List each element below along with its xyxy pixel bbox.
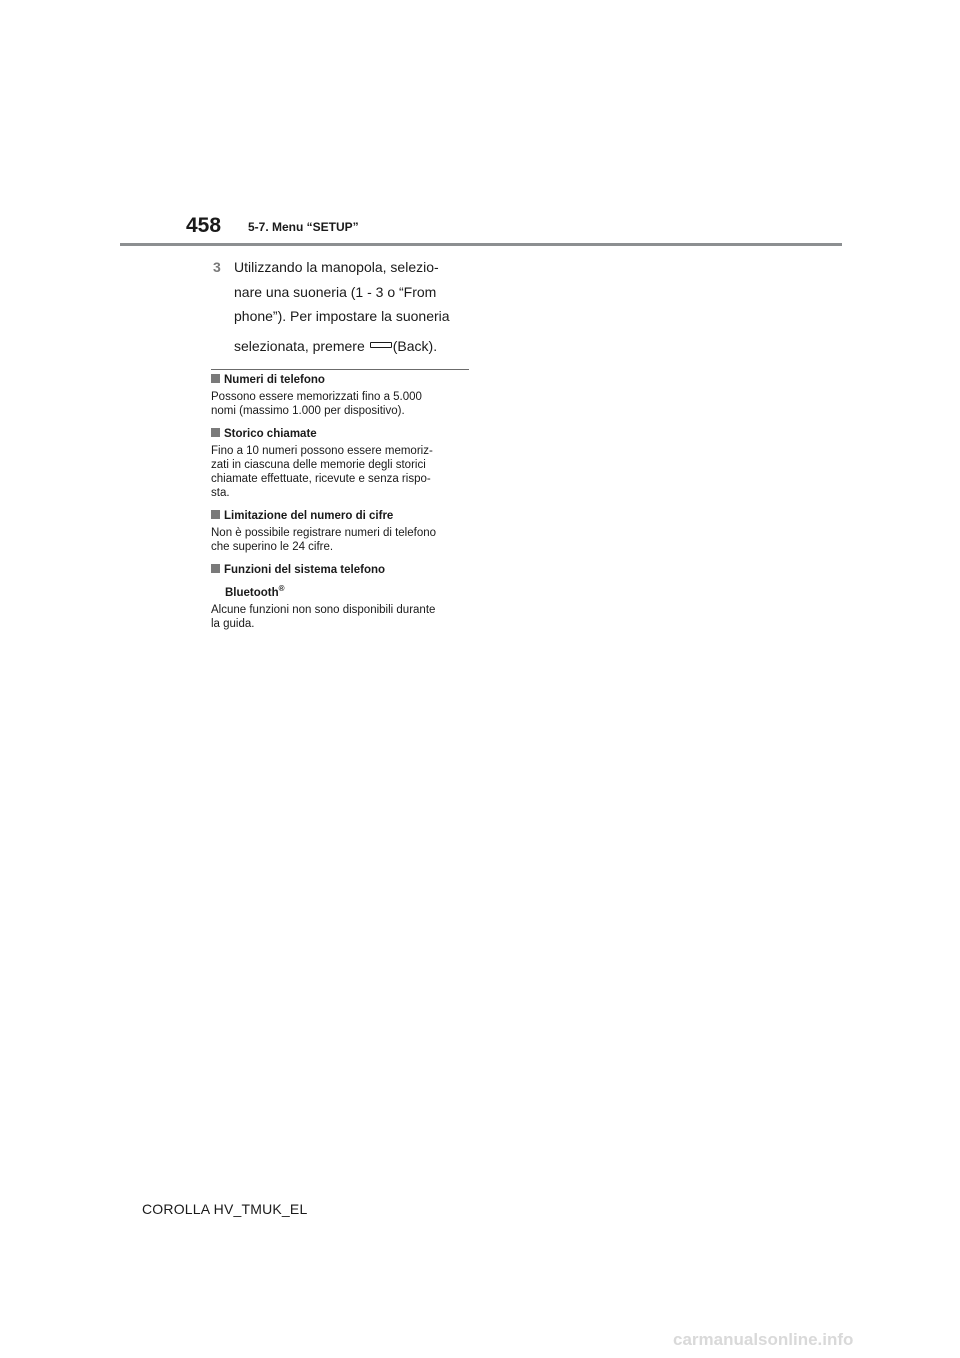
note-body-line: zati in ciascuna delle memorie degli storici xyxy=(211,459,426,471)
square-bullet-icon xyxy=(211,428,220,437)
note-limitazione-cifre xyxy=(211,509,473,554)
back-button-icon xyxy=(370,342,392,348)
step-text-segment: (Back). xyxy=(392,337,438,354)
note-body-line: chiamate effettuate, ricevute e senza rispo- xyxy=(211,473,431,485)
square-bullet-icon xyxy=(211,374,220,383)
step-text-line: Utilizzando la manopola, selezio- xyxy=(234,259,439,275)
note-body-line: nomi (massimo 1.000 per dispositivo). xyxy=(211,405,405,417)
square-bullet-icon xyxy=(211,564,220,573)
note-title xyxy=(211,427,473,442)
step-text xyxy=(234,255,479,358)
notes-divider xyxy=(211,369,469,370)
registered-mark: ® xyxy=(278,584,285,593)
header-rule xyxy=(120,243,842,246)
note-body xyxy=(211,526,473,554)
note-storico-chiamate xyxy=(211,427,473,500)
note-body-line: Fino a 10 numeri possono essere memoriz- xyxy=(211,445,433,457)
note-body-line: Possono essere memorizzati fino a 5.000 xyxy=(211,391,422,403)
note-body-line: che superino le 24 cifre. xyxy=(211,541,334,553)
step-text-line: phone”). Per impostare la suoneria xyxy=(234,308,450,324)
note-title-text: Funzioni del sistema telefono xyxy=(224,564,386,576)
note-title xyxy=(211,373,473,388)
step-text-segment: selezionata, premere xyxy=(234,337,365,354)
section-title: 5-7. Menu “SETUP” xyxy=(248,220,359,234)
note-title-text: Bluetooth xyxy=(225,586,279,599)
page-number: 458 xyxy=(186,214,222,237)
note-numeri-di-telefono xyxy=(211,373,473,418)
footer-model-code: COROLLA HV_TMUK_EL xyxy=(142,1201,308,1217)
note-funzioni-bluetooth xyxy=(211,563,473,631)
note-body-line: la guida. xyxy=(211,617,255,630)
note-body xyxy=(211,603,473,631)
step-number: 3 xyxy=(213,259,221,275)
note-body-line: Alcune funzioni non sono disponibili durante xyxy=(211,603,436,616)
note-body-line: Non è possibile registrare numeri di telefono xyxy=(211,527,437,539)
notes-section xyxy=(211,373,473,640)
step-text-line xyxy=(234,334,479,359)
note-body-line: sta. xyxy=(211,487,230,499)
note-title xyxy=(211,563,473,601)
square-bullet-icon xyxy=(211,510,220,519)
note-title-continuation xyxy=(211,581,473,601)
note-body xyxy=(211,390,473,418)
note-title-text: Numeri di telefono xyxy=(224,374,325,386)
watermark: carmanualsonline.info xyxy=(673,1330,854,1349)
note-title xyxy=(211,509,473,524)
step-text-line: nare una suoneria (1 - 3 o “From xyxy=(234,283,437,300)
note-body xyxy=(211,444,473,500)
note-title-text: Storico chiamate xyxy=(224,428,317,440)
note-title-text: Limitazione del numero di cifre xyxy=(224,510,394,522)
